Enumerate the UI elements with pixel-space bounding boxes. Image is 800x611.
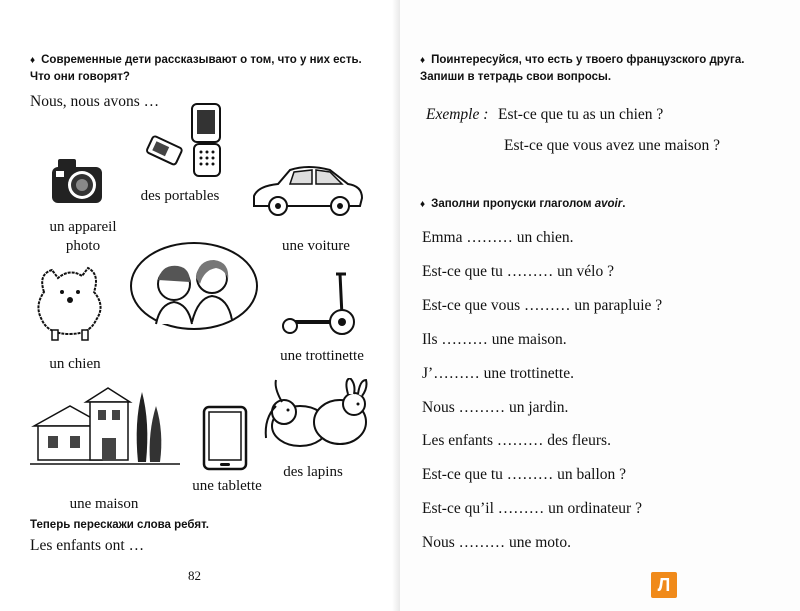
exercise-line: Nous ……… un jardin. (422, 399, 569, 416)
exercise-line: Les enfants ……… des fleurs. (422, 432, 611, 449)
example-1: Est-ce que tu as un chien ? (498, 106, 664, 123)
label-dog: un chien (49, 356, 101, 372)
intro-text: Nous, nous avons … (30, 93, 160, 110)
diamond-bullet-icon: ♦ (420, 55, 426, 66)
diamond-bullet-icon: ♦ (30, 55, 36, 66)
exercise-line: Est-ce qu’il ……… un ordinateur ? (422, 500, 642, 517)
instruction-4: ♦ Заполни пропуски глаголом avoir. (420, 198, 626, 210)
exercise-line: Est-ce que tu ……… un ballon ? (422, 466, 627, 483)
dog-icon (30, 262, 112, 342)
publisher-logo-icon: Л (651, 572, 677, 598)
label-camera: un appareil photo (49, 219, 117, 254)
scooter-icon (280, 270, 360, 340)
outro-text: Les enfants ont … (30, 537, 145, 554)
right-page (400, 0, 800, 611)
phones-icon (140, 100, 230, 180)
exercise-line: Ils ……… une maison. (422, 331, 567, 348)
page-number: 82 (188, 568, 201, 583)
label-tablet: une tablette (192, 478, 262, 494)
tablet-icon (202, 405, 248, 471)
car-icon (248, 160, 366, 222)
example-label: Exemple : (426, 106, 489, 123)
instruction-1: ♦ Современные дети рассказывают о том, что у них есть. Что они говорят? (30, 54, 362, 83)
diamond-bullet-icon: ♦ (420, 199, 426, 210)
camera-icon (48, 155, 106, 207)
house-icon (30, 382, 180, 470)
exercise-line: Est-ce que tu ……… un vélo ? (422, 263, 614, 280)
rabbits-icon (262, 378, 374, 450)
instruction-2: Теперь перескажи слова ребят. (30, 519, 209, 531)
label-car: une voiture (282, 238, 350, 254)
label-phones: des portables (140, 188, 220, 204)
label-house: une maison (69, 496, 139, 512)
instruction-3: ♦ Поинтересуйся, что есть у твоего французского друга. Запиши в тетрадь свои вопросы. (420, 54, 745, 83)
exercise-line: Est-ce que vous ……… un parapluie ? (422, 297, 663, 314)
label-scooter: une trottinette (280, 348, 364, 364)
exercise-line: Emma ……… un chien. (422, 229, 574, 246)
exercise-line: Nous ……… une moto. (422, 534, 571, 551)
exercise-line: J’……… une trottinette. (422, 365, 574, 382)
label-rabbits: des lapins (283, 464, 343, 480)
children-icon (128, 240, 260, 332)
example-2: Est-ce que vous avez une maison ? (504, 137, 721, 154)
